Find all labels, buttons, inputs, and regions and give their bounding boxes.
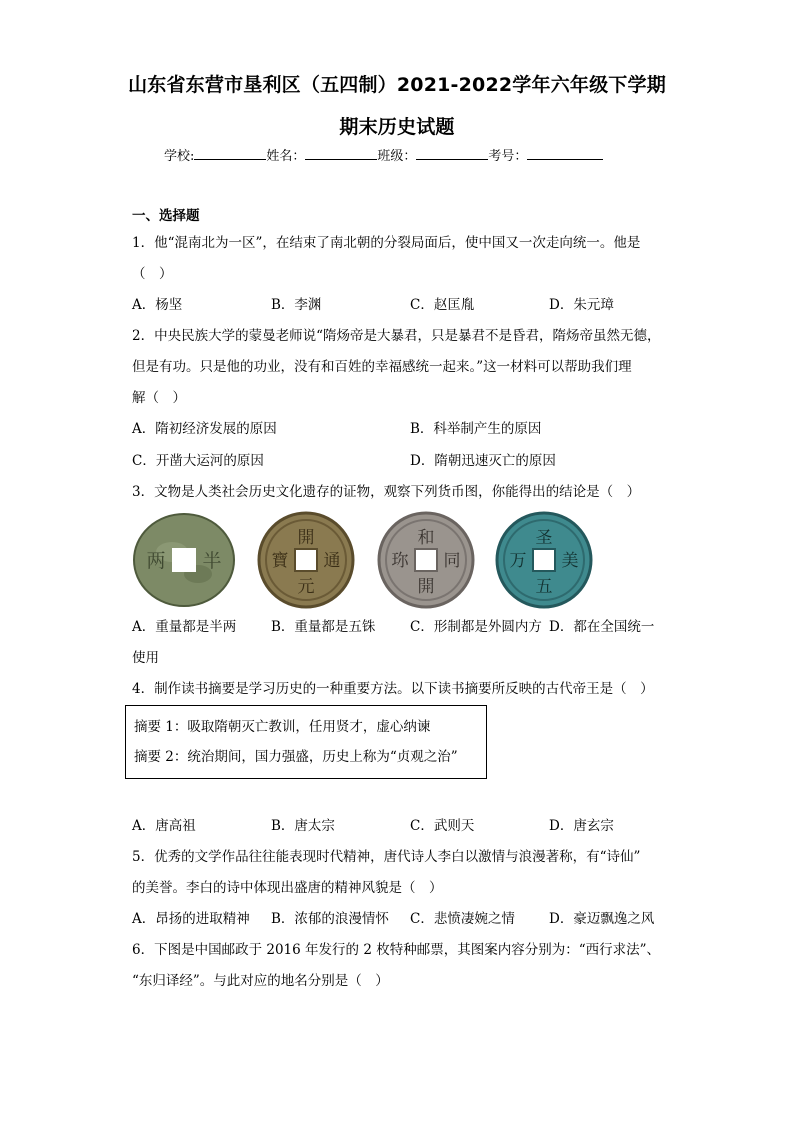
teal-coin	[494, 510, 594, 610]
wado-char-bottom: 開	[417, 577, 435, 597]
q1-option-d[interactable]: D．朱元璋	[549, 297, 614, 313]
wado-char-right: 同	[443, 551, 461, 571]
q1-option-a[interactable]: A．杨坚	[132, 297, 183, 313]
q3-stem-line1: 3．文物是人类社会历史文化遗存的证物，观察下列货币图，你能得出的结论是（ ）	[132, 484, 641, 500]
school-blank[interactable]	[194, 147, 266, 160]
name-label: 姓名：	[266, 149, 306, 164]
teal-char-right: 美	[561, 551, 579, 571]
kaiyuan-char-bottom: 元	[297, 577, 315, 597]
q2-stem-line2: 但是有功。只是他的功业，没有和百姓的幸福感统一起来。”这一材料可以帮助我们理	[132, 359, 632, 375]
section-title: 一、选择题	[132, 208, 200, 224]
q3-option-c[interactable]: C．形制都是外圆内方	[410, 619, 542, 635]
q3-option-a[interactable]: A．重量都是半两	[132, 619, 237, 635]
q6-stem-line1: 6．下图是中国邮政于 2016 年发行的 2 枚特种邮票，其图案内容分别为：“西行求法”、	[132, 942, 661, 958]
class-blank[interactable]	[416, 147, 488, 160]
kaiyuan-char-right: 通	[323, 551, 341, 571]
teal-char-bottom: 五	[535, 577, 553, 597]
name-blank[interactable]	[305, 147, 377, 160]
student-info-row	[164, 145, 603, 164]
q5-option-a[interactable]: A．昂扬的进取精神	[132, 911, 250, 927]
q1-stem-line2: （ ）	[132, 266, 173, 282]
teal-char-left: 万	[509, 551, 527, 571]
reading-summary-box	[125, 705, 487, 779]
ban-liang-coin	[132, 510, 236, 610]
q5-option-b[interactable]: B．浓郁的浪漫情怀	[271, 911, 389, 927]
q2-option-c[interactable]: C．开凿大运河的原因	[132, 453, 264, 469]
q4-option-a[interactable]: A．唐高祖	[132, 818, 196, 834]
wado-kaichin-coin	[376, 510, 476, 610]
kaiyuan-coin	[256, 510, 356, 610]
q4-option-b[interactable]: B．唐太宗	[271, 818, 335, 834]
q6-stem-line2: “东归译经”。与此对应的地名分别是（ ）	[132, 973, 389, 989]
q5-option-d[interactable]: D．豪迈飘逸之风	[549, 911, 655, 927]
q2-stem-line1: 2．中央民族大学的蒙曼老师说“隋炀帝是大暴君，只是暴君不是昏君，隋炀帝虽然无德，	[132, 328, 661, 344]
teal-char-top: 圣	[535, 528, 553, 548]
ban-liang-char-left: 两	[146, 550, 166, 572]
ban-liang-char-right: 半	[202, 550, 222, 572]
summary-line-1: 摘要 1：吸取隋朝灭亡教训，任用贤才，虚心纳谏	[134, 719, 431, 735]
wado-char-left: 珎	[391, 551, 409, 571]
q1-option-c[interactable]: C．赵匡胤	[410, 297, 475, 313]
number-blank[interactable]	[527, 147, 603, 160]
q3-option-b[interactable]: B．重量都是五铢	[271, 619, 376, 635]
coin-images	[132, 510, 602, 610]
q5-stem-line2: 的美誉。李白的诗中体现出盛唐的精神风貌是（ ）	[132, 880, 443, 896]
q5-option-c[interactable]: C．悲愤凄婉之情	[410, 911, 515, 927]
q4-option-c[interactable]: C．武则天	[410, 818, 475, 834]
kaiyuan-char-left: 寶	[271, 551, 289, 571]
q4-option-d[interactable]: D．唐玄宗	[549, 818, 614, 834]
q2-option-a[interactable]: A．隋初经济发展的原因	[132, 421, 277, 437]
q1-option-b[interactable]: B．李渊	[271, 297, 322, 313]
class-label: 班级：	[377, 149, 417, 164]
page-subtitle: 期末历史试题	[339, 116, 455, 138]
wado-char-top: 和	[417, 528, 435, 548]
q1-stem-line1: 1．他“混南北为一区”，在结束了南北朝的分裂局面后，使中国又一次走向统一。他是	[132, 235, 641, 251]
page-title: 山东省东营市垦利区（五四制）2021-2022学年六年级下学期	[128, 74, 666, 96]
q3-option-d-continued: 使用	[132, 650, 159, 666]
q4-stem-line1: 4．制作读书摘要是学习历史的一种重要方法。以下读书摘要所反映的古代帝王是（ ）	[132, 681, 654, 697]
school-label: 学校:	[164, 149, 195, 164]
q3-option-d[interactable]: D．都在全国统一	[549, 619, 655, 635]
summary-line-2: 摘要 2：统治期间，国力强盛，历史上称为“贞观之治”	[134, 749, 458, 765]
q5-stem-line1: 5．优秀的文学作品往往能表现时代精神，唐代诗人李白以激情与浪漫著称，有“诗仙”	[132, 849, 641, 865]
number-label: 考号：	[488, 149, 528, 164]
q2-stem-line3: 解（ ）	[132, 390, 186, 406]
kaiyuan-char-top: 開	[297, 528, 315, 548]
q2-option-b[interactable]: B．科举制产生的原因	[410, 421, 542, 437]
q2-option-d[interactable]: D．隋朝迅速灭亡的原因	[410, 453, 556, 469]
